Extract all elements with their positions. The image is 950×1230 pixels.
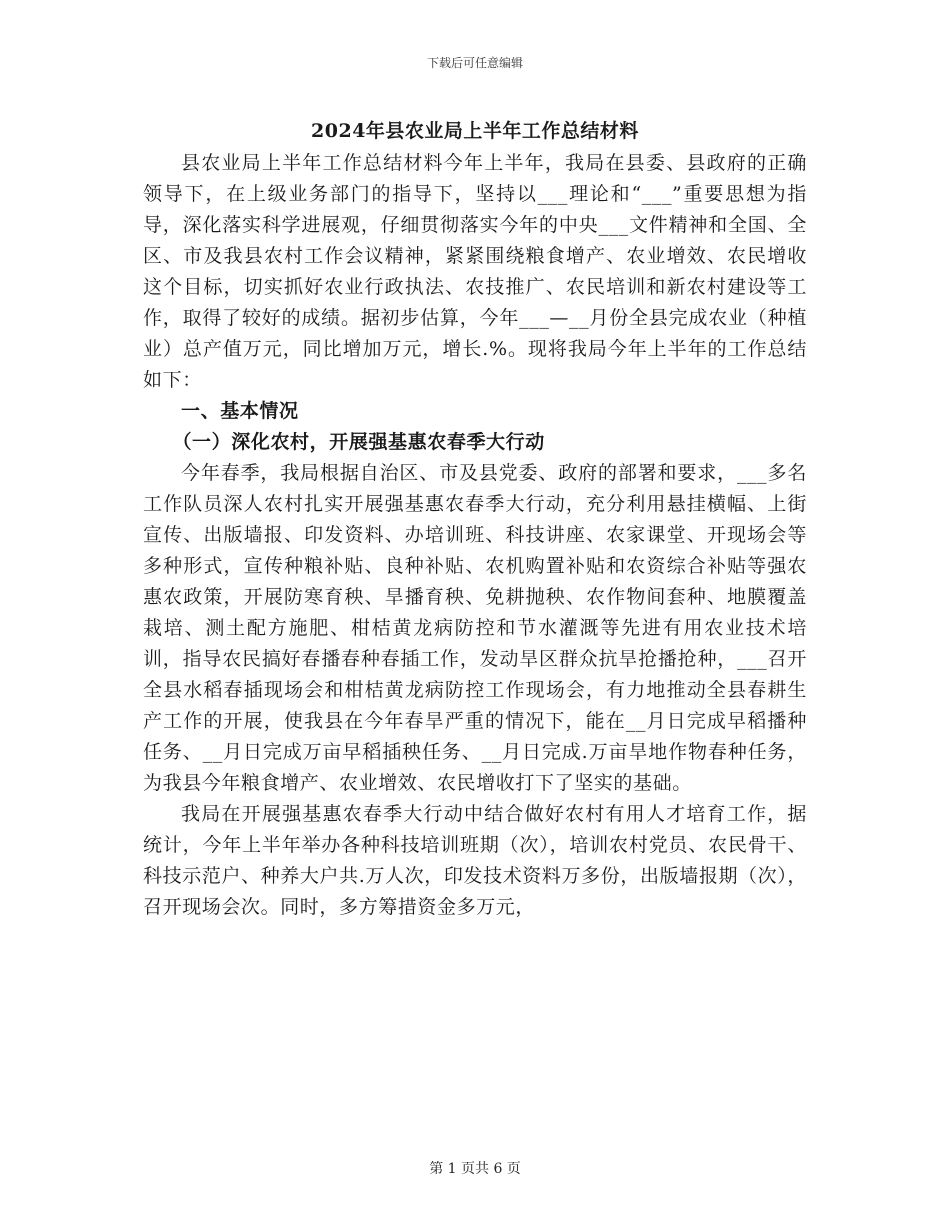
body-paragraph-talent-training: 我局在开展强基惠农春季大行动中结合做好农村有用人才培育工作，据统计，今年上半年举办各种科技培训班期（次），培训农村党员、农民骨干、科技示范户、种养大户共.万人次，印发技术资料万多份，出版墙报期（次），召开现场会次。同时，多方筹措资金多万元， (143, 803, 807, 918)
body-paragraph-spring-action: 今年春季，我局根据自治区、市及县党委、政府的部署和要求，___多名工作队员深人农村扎实开展强基惠农春季大行动，充分利用悬挂横幅、上街宣传、出版墙报、印发资料、办培训班、科技讲座、农家课堂、开现场会等多种形式，宣传种粮补贴、良种补贴、农机购置补贴和农资综合补贴等强农惠农政策，开展防寒育秧、旱播育秧、免耕抛秧、农作物间套种、地膜覆盖栽培、测土配方施肥、柑桔黄龙病防控和节水灌溉等先进有用农业技术培训，指导农民搞好春播春种春插工作，发动旱区群众抗旱抢播抢种，___召开全县水稻春插现场会和柑桔黄龙病防控工作现场会，有力地推动全县春耕生产工作的开展，使我县在今年春旱严重的情况下，能在__月日完成早稻播种任务、__月日完成万亩早稻插秧任务、__月日完成.万亩旱地作物春种任务，为我县今年粮食增产、农业增效、农民增收打下了坚实的基础。 (143, 462, 807, 794)
intro-paragraph: 县农业局上半年工作总结材料今年上半年，我局在县委、县政府的正确领导下，在上级业务部门的指导下，坚持以___理论和“___”重要思想为指导，深化落实科学进展观，仔细贯彻落实今年的中央___文件精神和全国、全区、市及我县农村工作会议精神，紧紧围绕粮食增产、农业增效、农民增收这个目标，切实抓好农业行政执法、农技推广、农民培训和新农村建设等工作，取得了较好的成绩。据初步估算，今年___—__月份全县完成农业（种植业）总产值万元，同比增加万元，增长.%。现将我局今年上半年的工作总结如下： (143, 152, 807, 391)
document-body (143, 148, 807, 923)
subsection-heading-spring-action: （一）深化农村，开展强基惠农春季大行动 (172, 431, 545, 453)
page-number: 第 1 页共 6 页 (429, 1161, 521, 1177)
section-heading-basic-situation: 一、基本情况 (181, 400, 299, 422)
document-title: 2024年县农业局上半年工作总结材料 (311, 120, 639, 142)
page-header-note: 下载后可任意编辑 (426, 56, 523, 70)
